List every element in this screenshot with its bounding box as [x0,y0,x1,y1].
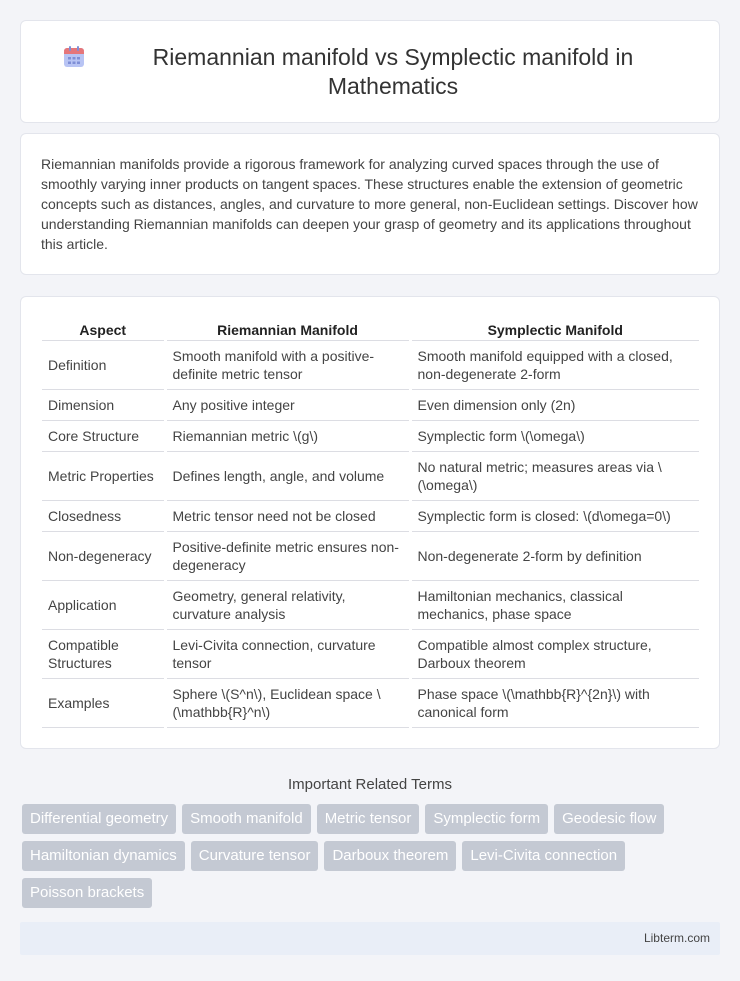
cell-aspect: Core Structure [42,420,165,451]
tag-geodesic-flow[interactable]: Geodesic flow [554,804,664,834]
cell-symplectic: Symplectic form is closed: \(d\omega=0\) [410,500,699,531]
cell-riemannian: Sphere \(S^n\), Euclidean space \(\mathbb{R}^n\) [165,678,410,727]
cell-riemannian: Any positive integer [165,389,410,420]
cell-aspect: Application [42,580,165,629]
table-row [42,678,699,727]
intro-section [20,133,720,275]
cell-symplectic: Phase space \(\mathbb{R}^{2n}\) with canonical form [410,678,699,727]
table-row [42,531,699,580]
cell-aspect: Examples [42,678,165,727]
related-terms-list [20,804,720,908]
cell-riemannian: Levi-Civita connection, curvature tensor [165,629,410,678]
cell-riemannian: Defines length, angle, and volume [165,451,410,500]
cell-riemannian: Riemannian metric \(g\) [165,420,410,451]
calendar-icon [61,44,87,70]
intro-text: Riemannian manifolds provide a rigorous framework for analyzing curved spaces through the use of smoothly varying inner products on tangent spaces. These structures enable the extension of geometric concepts such as distances, angles, and curvature to more general, non-Euclidean settings. Discover how understanding Riemannian manifolds can deepen your grasp of geometry and its applications throughout this article. [41,156,698,252]
cell-riemannian: Geometry, general relativity, curvature analysis [165,580,410,629]
tag-darboux-theorem[interactable]: Darboux theorem [324,841,456,871]
cell-symplectic: Compatible almost complex structure, Darboux theorem [410,629,699,678]
cell-symplectic: Hamiltonian mechanics, classical mechanics, phase space [410,580,699,629]
cell-symplectic: No natural metric; measures areas via \(\omega\) [410,451,699,500]
related-terms-title: Important Related Terms [288,775,452,793]
comparison-table-card [20,296,720,749]
tag-curvature-tensor[interactable]: Curvature tensor [191,841,319,871]
table-row [42,629,699,678]
tag-poisson-brackets[interactable]: Poisson brackets [22,878,152,908]
table-row [42,420,699,451]
cell-symplectic: Symplectic form \(\omega\) [410,420,699,451]
header-aspect: Aspect [42,316,165,340]
page-title: Riemannian manifold vs Symplectic manifold in Mathematics [152,43,634,99]
tag-smooth-manifold[interactable]: Smooth manifold [182,804,311,834]
table-header-row [42,316,699,340]
cell-aspect: Metric Properties [42,451,165,500]
comparison-table [42,316,699,728]
tag-levi-civita-connection[interactable]: Levi-Civita connection [462,841,625,871]
table-row [42,500,699,531]
tag-differential-geometry[interactable]: Differential geometry [22,804,176,834]
cell-riemannian: Metric tensor need not be closed [165,500,410,531]
cell-aspect: Compatible Structures [42,629,165,678]
cell-symplectic: Smooth manifold equipped with a closed, non-degenerate 2-form [410,340,699,389]
cell-riemannian: Smooth manifold with a positive-definite metric tensor [165,340,410,389]
tag-symplectic-form[interactable]: Symplectic form [425,804,548,834]
cell-aspect: Non-degeneracy [42,531,165,580]
tag-hamiltonian-dynamics[interactable]: Hamiltonian dynamics [22,841,185,871]
header-symplectic: Symplectic Manifold [410,316,699,340]
related-terms-section [20,776,720,908]
tag-metric-tensor[interactable]: Metric tensor [317,804,420,834]
cell-aspect: Definition [42,340,165,389]
table-row [42,451,699,500]
page-footer [20,922,720,955]
table-row [42,389,699,420]
cell-aspect: Dimension [42,389,165,420]
header-riemannian: Riemannian Manifold [165,316,410,340]
cell-symplectic: Non-degenerate 2-form by definition [410,531,699,580]
table-row [42,340,699,389]
cell-aspect: Closedness [42,500,165,531]
table-row [42,580,699,629]
cell-symplectic: Even dimension only (2n) [410,389,699,420]
cell-riemannian: Positive-definite metric ensures non-degeneracy [165,531,410,580]
page-header [20,20,720,123]
footer-site-link[interactable]: Libterm.com [643,931,710,945]
